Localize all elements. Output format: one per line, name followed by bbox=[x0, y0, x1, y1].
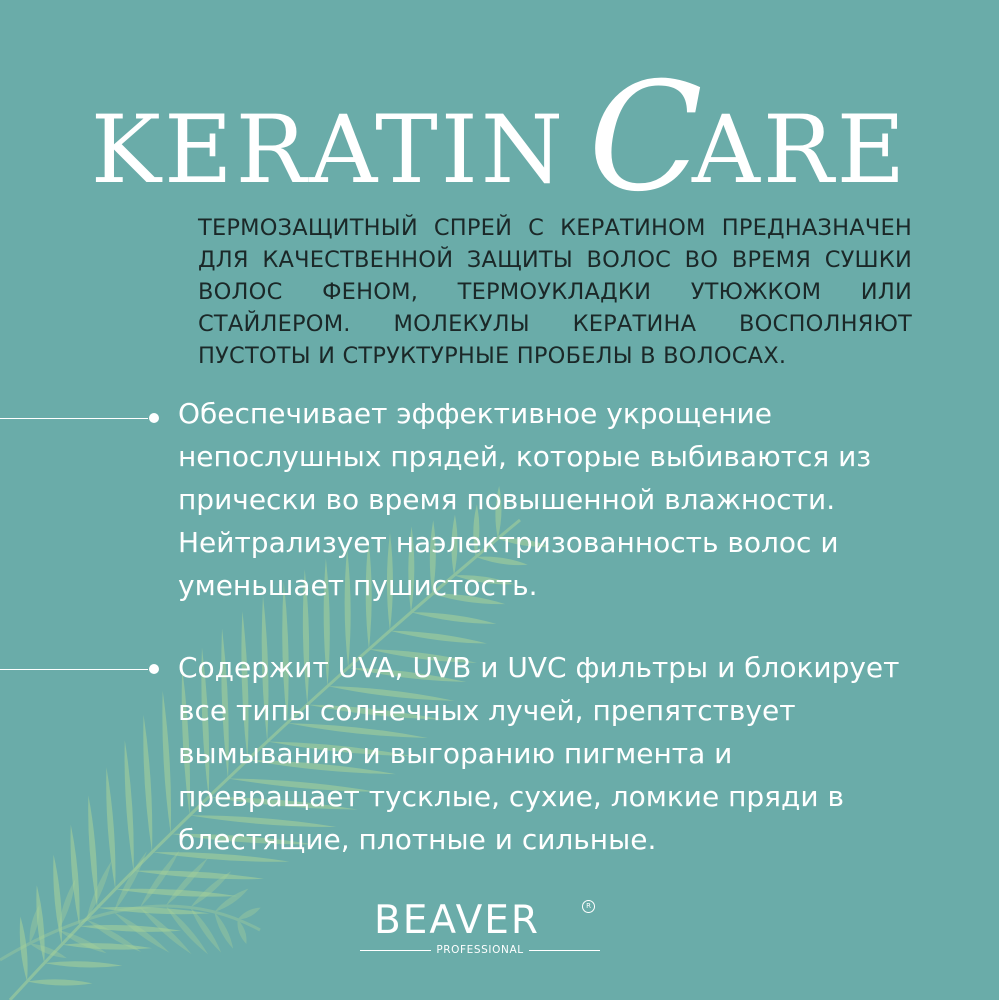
palm-leaflet bbox=[27, 979, 92, 985]
palm-leaflet bbox=[214, 889, 248, 912]
palm-leaflet bbox=[411, 612, 496, 624]
intro-paragraph: ТЕРМОЗАЩИТНЫЙ СПРЕЙ С КЕРАТИНОМ ПРЕДНАЗНАЧЕН ДЛЯ КАЧЕСТВЕННОЙ ЗАЩИТЫ ВОЛОС ВО ВРЕМЯ СУШКИ ВОЛОС ФЕНОМ, ТЕРМОУКЛАДКИ УТЮЖКОМ ИЛИ СТАЙЛЕРОМ. МОЛЕКУЛЫ КЕРАТИНА ВОСПОЛНЯЮТ ПУСТОТЫ И СТРУКТУРНЫЕ ПРОБЕЛЫ В ВОЛОСАХ. bbox=[198, 215, 912, 369]
logo-rule-left bbox=[360, 950, 431, 951]
bullet-2-line bbox=[0, 669, 148, 670]
registered-mark-icon: R bbox=[582, 900, 595, 913]
bullet-1-text: Обеспечивает эффективное укрощение непослушных прядей, которые выбиваются из прически во время повышенной влажности. Нейтрализует наэлектризованность волос и уменьшает пушистость. bbox=[178, 397, 872, 602]
bullet-2-dot bbox=[149, 664, 159, 674]
palm-leaflet bbox=[86, 861, 111, 919]
logo-rule-right bbox=[529, 950, 600, 951]
title-initial: C bbox=[588, 51, 706, 225]
bullet-1-line bbox=[0, 418, 148, 419]
palm-leaflet bbox=[190, 908, 221, 953]
page-title bbox=[0, 48, 999, 225]
palm-leaflet bbox=[62, 943, 152, 950]
logo-subtitle-row bbox=[360, 942, 600, 958]
palm-leaflet bbox=[71, 825, 80, 927]
palm-leaflet bbox=[114, 851, 147, 912]
palm-leaflet bbox=[134, 870, 264, 879]
palm-leaflet bbox=[143, 715, 152, 852]
palm-leaflet bbox=[162, 691, 171, 834]
title-word-keratin: KERATIN bbox=[90, 96, 567, 205]
title-word-care bbox=[588, 51, 909, 225]
bullet-2-text: Содержит UVA, UVB и UVC фильтры и блокирует все типы солнечных лучей, препятствует вымыванию и выгоранию пигмента и превращает тусклые, сухие, ломкие пряди в блестящие, плотные и сильные. bbox=[178, 651, 900, 856]
palm-leaflet bbox=[238, 908, 261, 920]
logo-subtitle: PROFESSIONAL bbox=[436, 944, 524, 956]
palm-leaflet bbox=[390, 631, 487, 644]
title-rest: ARE bbox=[691, 96, 909, 205]
palm-frond-lower bbox=[0, 850, 261, 960]
logo-brand-name: BEAVER bbox=[374, 898, 541, 943]
palm-leaflet bbox=[44, 961, 122, 967]
bullet-1-dot bbox=[149, 413, 159, 423]
brand-logo bbox=[360, 898, 600, 962]
palm-leaflet bbox=[125, 740, 134, 870]
